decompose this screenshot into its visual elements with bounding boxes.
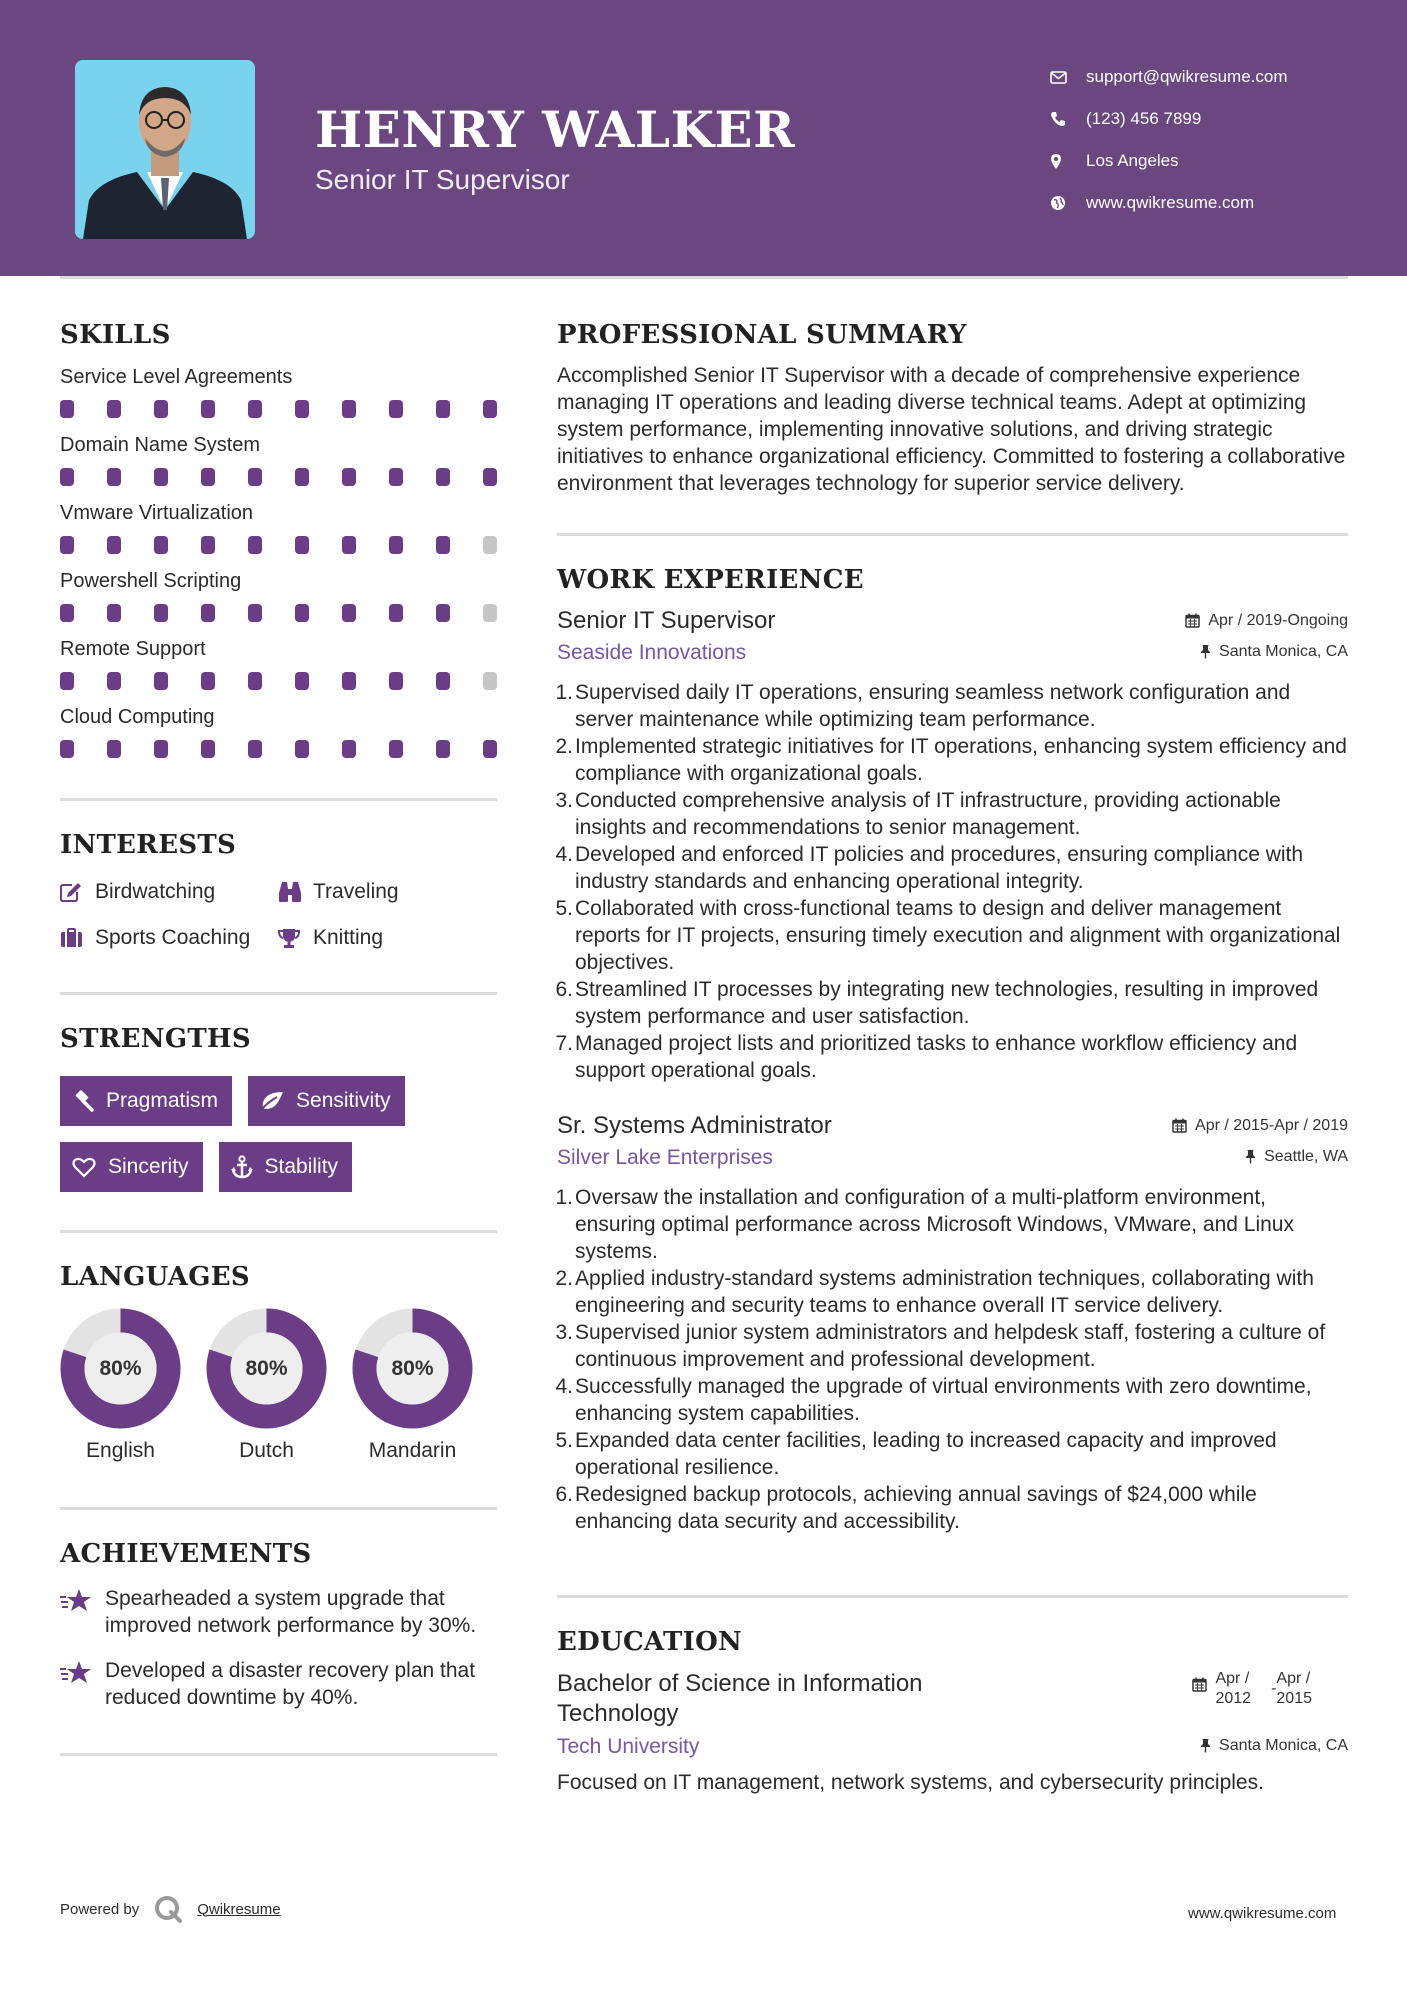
skill-dot-filled	[60, 672, 74, 690]
skill-dot-filled	[248, 468, 262, 486]
skill-dot-filled	[248, 536, 262, 554]
section-divider	[557, 1595, 1348, 1598]
skill-label: Cloud Computing	[60, 706, 215, 728]
binoculars-icon	[278, 881, 313, 903]
language-name: Dutch	[239, 1439, 294, 1462]
pushpin-icon	[1245, 1149, 1256, 1164]
section-divider	[60, 1507, 497, 1510]
contact-location-text: Los Angeles	[1086, 151, 1179, 170]
job-header	[557, 1112, 1348, 1140]
skill-dot-filled	[201, 400, 215, 418]
skill-dot-filled	[295, 536, 309, 554]
skill-dot-filled	[389, 468, 403, 486]
skill-dot-filled	[154, 400, 168, 418]
left-column	[60, 320, 497, 1756]
skill-rating	[60, 468, 497, 486]
education-start-line1: Apr /	[1215, 1670, 1250, 1687]
skill-dot-filled	[342, 400, 356, 418]
skills-list	[60, 362, 497, 758]
skill-dot-filled	[389, 672, 403, 690]
language-percent: 80%	[245, 1357, 288, 1380]
language-ring	[206, 1308, 327, 1429]
duty-item: Conducted comprehensive analysis of IT infrastructure, providing actionable insights and recommendations to senior management.	[575, 789, 1281, 839]
section-divider	[60, 798, 497, 801]
skills-title: SKILLS	[60, 320, 171, 350]
skill-dot-filled	[60, 740, 74, 758]
strength-label: Pragmatism	[106, 1089, 219, 1112]
skill-dot-empty	[483, 672, 497, 690]
skill-dot-filled	[60, 536, 74, 554]
interest-label: Birdwatching	[95, 880, 216, 903]
experience-title: WORK EXPERIENCE	[557, 565, 864, 595]
qwikresume-link[interactable]: Qwikresume	[197, 1900, 281, 1918]
skill-label: Vmware Virtualization	[60, 502, 254, 524]
duty-item: Successfully managed the upgrade of virtual environments with zero downtime, enhancing system capabilities.	[575, 1375, 1312, 1425]
duty-item: Implemented strategic initiatives for IT operations, enhancing system efficiency and compliance with organizational goals.	[575, 735, 1347, 785]
achievement-item	[60, 1585, 497, 1639]
skill-dot-filled	[389, 740, 403, 758]
language-ring	[352, 1308, 473, 1429]
skill-item	[60, 362, 497, 418]
education-location	[1200, 1737, 1348, 1755]
strength-badge	[60, 1142, 203, 1192]
skill-dot-filled	[107, 536, 121, 554]
summary-section	[557, 320, 1348, 497]
language-name: English	[86, 1439, 155, 1462]
qwikresume-logo-icon	[153, 1894, 183, 1924]
skill-dot-filled	[436, 604, 450, 622]
skill-dot-filled	[436, 400, 450, 418]
language-item	[352, 1308, 473, 1463]
skill-rating	[60, 672, 497, 690]
phone-icon	[1050, 111, 1086, 127]
duty-item: Collaborated with cross-functional teams to design and deliver management reports for IT projects, ensuring timely execution and alignment with organizational objectives.	[575, 897, 1341, 974]
skill-dot-empty	[483, 536, 497, 554]
skill-item	[60, 498, 497, 554]
contact-email[interactable]	[1050, 56, 1390, 98]
skills-section	[60, 320, 497, 758]
skill-dot-filled	[107, 740, 121, 758]
job-title: Sr. Systems Administrator	[557, 1112, 832, 1139]
resume-header	[0, 0, 1407, 276]
section-divider	[60, 1230, 497, 1233]
education-end-line2: 2015	[1276, 1690, 1312, 1707]
duty-item: Expanded data center facilities, leading to increased capacity and improved operational resilience.	[575, 1429, 1277, 1479]
skill-label: Remote Support	[60, 638, 206, 660]
skill-dot-filled	[201, 740, 215, 758]
skill-dot-filled	[107, 400, 121, 418]
gavel-icon	[72, 1090, 94, 1112]
envelope-icon	[1050, 71, 1086, 84]
achievement-text: Developed a disaster recovery plan that reduced downtime by 40%.	[105, 1659, 476, 1709]
anchor-icon	[231, 1155, 253, 1179]
achievements-title: ACHIEVEMENTS	[60, 1539, 312, 1569]
strength-badge	[248, 1076, 405, 1126]
calendar-icon	[1172, 1118, 1187, 1133]
education-description: Focused on IT management, network systems, and cybersecurity principles.	[557, 1771, 1264, 1794]
duty-item: Streamlined IT processes by integrating new technologies, resulting in improved system performance and user satisfaction.	[575, 978, 1319, 1028]
skill-rating	[60, 400, 497, 418]
job-entry	[557, 1112, 1348, 1535]
job-location	[1200, 643, 1348, 661]
education-section	[557, 1627, 1348, 1796]
strength-label: Sincerity	[108, 1155, 189, 1178]
skill-dot-filled	[201, 536, 215, 554]
skill-rating	[60, 536, 497, 554]
experience-section	[557, 565, 1348, 1535]
pushpin-icon	[1200, 644, 1211, 659]
interests-list	[60, 878, 497, 952]
duty-item: Supervised junior system administrators and helpdesk staff, fostering a culture of continuous improvement and professional development.	[575, 1321, 1326, 1371]
skill-dot-filled	[342, 672, 356, 690]
interests-section	[60, 830, 497, 952]
job-location	[1245, 1148, 1348, 1166]
interests-title: INTERESTS	[60, 830, 237, 860]
job-duties	[557, 679, 1348, 1084]
skill-dot-filled	[201, 468, 215, 486]
skill-dot-filled	[60, 400, 74, 418]
skill-label: Powershell Scripting	[60, 570, 242, 592]
education-header	[557, 1669, 1348, 1729]
skill-dot-filled	[154, 468, 168, 486]
education-end	[1276, 1669, 1312, 1709]
duty-item: Supervised daily IT operations, ensuring seamless network configuration and server maintenance while optimizing team performance.	[575, 681, 1291, 731]
skill-dot-filled	[483, 400, 497, 418]
duty-item: Developed and enforced IT policies and procedures, ensuring compliance with industry standards and enhancing operational integrity.	[575, 843, 1304, 893]
skill-dot-filled	[342, 740, 356, 758]
contact-list	[1050, 56, 1390, 224]
job-header	[557, 607, 1348, 635]
skill-item	[60, 430, 497, 486]
skill-dot-filled	[389, 536, 403, 554]
contact-phone-text: (123) 456 7899	[1086, 109, 1202, 128]
pencil-square-icon	[60, 882, 95, 902]
job-duties	[557, 1184, 1348, 1535]
skill-dot-filled	[342, 468, 356, 486]
skill-dot-filled	[295, 604, 309, 622]
briefcase-icon	[60, 928, 95, 948]
duty-item: Redesigned backup protocols, achieving annual savings of $24,000 while enhancing data security and accessibility.	[575, 1483, 1257, 1533]
calendar-icon	[1192, 1677, 1207, 1698]
skill-dot-filled	[107, 468, 121, 486]
job-location-text: Seattle, WA	[1264, 1147, 1348, 1165]
achievements-section	[60, 1539, 497, 1711]
job-dates-text: Apr / 2019-Ongoing	[1208, 611, 1348, 629]
skill-dot-filled	[436, 468, 450, 486]
powered-by-label: Powered by	[60, 1900, 140, 1918]
language-percent: 80%	[391, 1357, 434, 1380]
education-title: EDUCATION	[557, 1627, 743, 1657]
job-entry	[557, 607, 1348, 1084]
footer-url[interactable]: www.qwikresume.com	[1188, 1905, 1337, 1922]
right-column	[557, 320, 1348, 1796]
skill-dot-filled	[295, 740, 309, 758]
skill-dot-filled	[60, 468, 74, 486]
language-item	[60, 1308, 181, 1463]
language-name: Mandarin	[368, 1439, 457, 1462]
contact-location	[1050, 140, 1390, 182]
star-icon	[60, 1585, 105, 1639]
skill-rating	[60, 740, 497, 758]
strength-badge	[60, 1076, 232, 1126]
trophy-icon	[278, 928, 313, 949]
job-dates	[1172, 1117, 1348, 1135]
skill-item	[60, 634, 497, 690]
skill-dot-filled	[389, 400, 403, 418]
heart-icon	[72, 1157, 96, 1178]
skill-dot-filled	[248, 604, 262, 622]
job-subheader	[557, 641, 1348, 665]
skill-dot-empty	[483, 604, 497, 622]
education-end-line1: Apr /	[1276, 1670, 1311, 1687]
powered-by	[60, 1894, 281, 1924]
skill-label: Service Level Agreements	[60, 366, 293, 388]
language-percent: 80%	[99, 1357, 142, 1380]
languages-list	[60, 1308, 497, 1463]
skill-dot-filled	[342, 536, 356, 554]
strengths-section	[60, 1024, 497, 1192]
language-ring	[60, 1308, 181, 1429]
skill-dot-filled	[295, 400, 309, 418]
languages-section	[60, 1262, 497, 1463]
job-location-text: Santa Monica, CA	[1219, 642, 1348, 660]
education-location-text: Santa Monica, CA	[1219, 1736, 1348, 1754]
interest-item	[278, 878, 497, 906]
skill-dot-filled	[201, 604, 215, 622]
skill-dot-filled	[483, 468, 497, 486]
strengths-list	[60, 1076, 497, 1192]
skill-dot-filled	[154, 536, 168, 554]
achievement-text: Spearheaded a system upgrade that improved network performance by 30%.	[105, 1587, 477, 1637]
leaf-icon	[260, 1091, 284, 1111]
skill-dot-filled	[248, 400, 262, 418]
strength-label: Sensitivity	[296, 1089, 391, 1112]
education-start-line2: 2012	[1215, 1690, 1252, 1707]
skill-rating	[60, 604, 497, 622]
skill-item	[60, 566, 497, 622]
map-pin-icon	[1050, 153, 1086, 170]
skill-dot-filled	[154, 604, 168, 622]
skill-dot-filled	[436, 536, 450, 554]
header-divider	[60, 276, 1348, 279]
education-date-separator: -	[1271, 1680, 1277, 1697]
section-divider	[60, 992, 497, 995]
contact-phone[interactable]	[1050, 98, 1390, 140]
job-company: Silver Lake Enterprises	[557, 1146, 773, 1169]
interest-item	[278, 924, 497, 952]
contact-email-text: support@qwikresume.com	[1086, 67, 1288, 86]
education-degree: Bachelor of Science in Information Technology	[557, 1670, 923, 1727]
summary-title: PROFESSIONAL SUMMARY	[557, 320, 967, 350]
skill-dot-filled	[483, 740, 497, 758]
skill-dot-filled	[201, 672, 215, 690]
duty-item: Managed project lists and prioritized tasks to enhance workflow efficiency and support operational goals.	[575, 1032, 1298, 1082]
job-subheader	[557, 1146, 1348, 1170]
achievement-item	[60, 1657, 497, 1711]
strength-label: Stability	[264, 1155, 339, 1178]
education-dates	[1192, 1669, 1312, 1709]
skill-item	[60, 702, 497, 758]
skill-dot-filled	[107, 604, 121, 622]
skill-dot-filled	[60, 604, 74, 622]
skill-dot-filled	[248, 672, 262, 690]
skill-dot-filled	[389, 604, 403, 622]
strengths-title: STRENGTHS	[60, 1024, 251, 1054]
job-title: Senior IT Supervisor	[557, 607, 776, 634]
skill-dot-filled	[342, 604, 356, 622]
pushpin-icon	[1200, 1738, 1211, 1753]
duty-item: Applied industry-standard systems administration techniques, collaborating with engineering and security teams to enhance overall IT service delivery.	[575, 1267, 1314, 1317]
duty-item: Oversaw the installation and configuration of a multi-platform environment, ensuring optimal performance across Microsoft Windows, VMware, and Linux systems.	[575, 1186, 1294, 1263]
skill-dot-filled	[436, 672, 450, 690]
contact-website[interactable]	[1050, 182, 1390, 224]
skill-dot-filled	[154, 740, 168, 758]
skill-dot-filled	[295, 672, 309, 690]
interest-item	[60, 924, 278, 952]
education-start	[1215, 1669, 1251, 1709]
interest-label: Knitting	[313, 926, 384, 949]
job-dates	[1185, 612, 1348, 630]
skill-dot-filled	[107, 672, 121, 690]
language-item	[206, 1308, 327, 1463]
languages-title: LANGUAGES	[60, 1262, 250, 1292]
contact-website-text: www.qwikresume.com	[1086, 193, 1255, 212]
globe-icon	[1050, 195, 1086, 211]
skill-dot-filled	[436, 740, 450, 758]
interest-label: Sports Coaching	[95, 926, 251, 949]
star-icon	[60, 1657, 105, 1711]
summary-text: Accomplished Senior IT Supervisor with a decade of comprehensive experience managing IT operations and leading diverse technical teams. Adept at optimizing system performance, implementing innovative solutions, and driving strategic initiatives to enhance organizational efficiency. Committed to fostering a collaborative environment that leverages technology for superior service delivery.	[557, 364, 1346, 495]
education-school: Tech University	[557, 1735, 700, 1758]
job-dates-text: Apr / 2015-Apr / 2019	[1195, 1116, 1348, 1134]
calendar-icon	[1185, 613, 1200, 628]
job-company: Seaside Innovations	[557, 641, 747, 664]
section-divider	[557, 533, 1348, 536]
candidate-name: HENRY WALKER	[315, 100, 796, 159]
skill-dot-filled	[154, 672, 168, 690]
candidate-role: Senior IT Supervisor	[315, 164, 570, 195]
section-divider	[60, 1753, 497, 1756]
strength-badge	[219, 1142, 353, 1192]
skill-dot-filled	[295, 468, 309, 486]
skill-dot-filled	[248, 740, 262, 758]
interest-item	[60, 878, 278, 906]
education-subheader	[557, 1735, 1348, 1759]
skill-label: Domain Name System	[60, 434, 261, 456]
interest-label: Traveling	[313, 880, 399, 903]
profile-photo	[75, 60, 255, 239]
